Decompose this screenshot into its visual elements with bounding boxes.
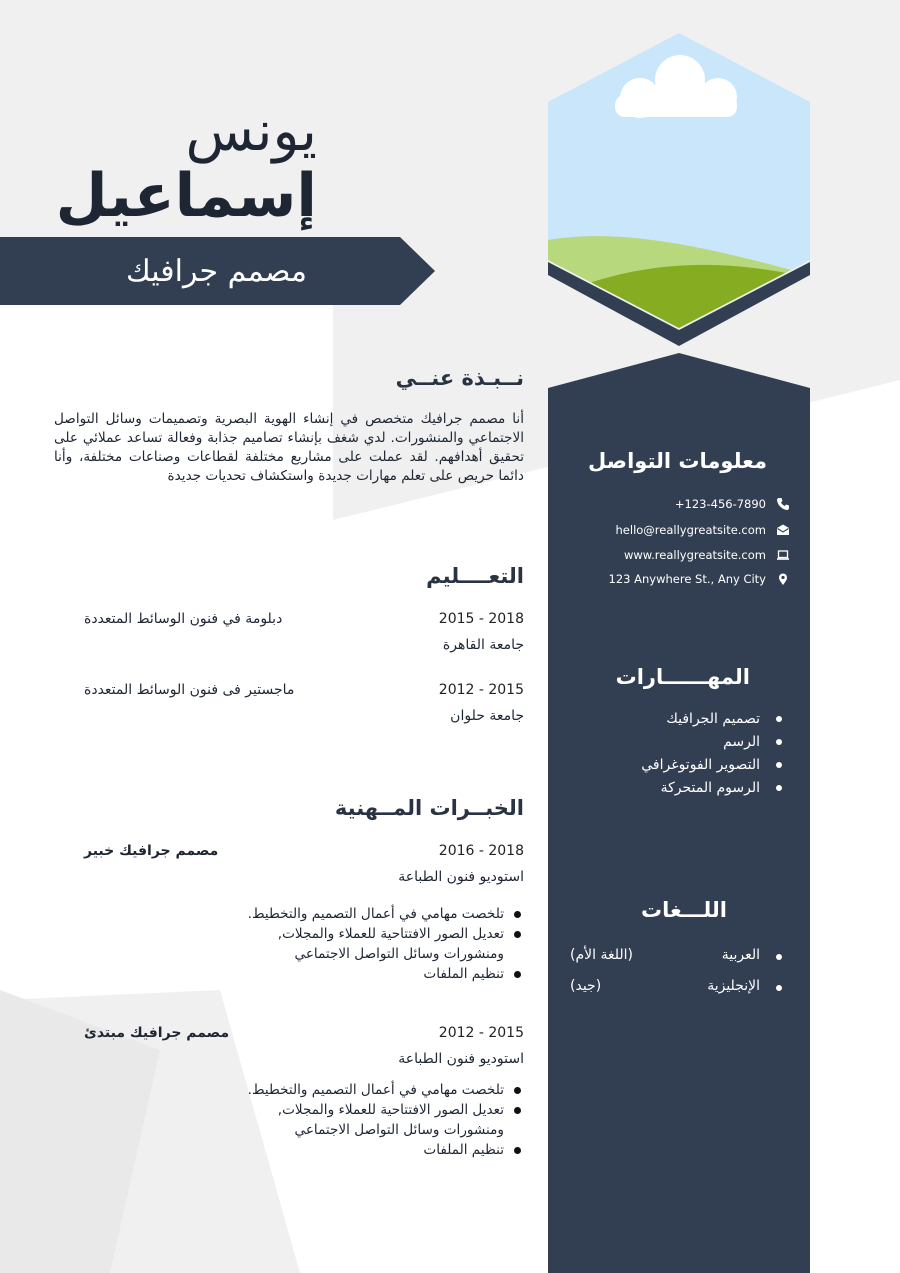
education-heading: التعــــليم — [426, 564, 524, 588]
education-item — [84, 677, 524, 729]
list-item: تلخصت مهامي في أعمال التصميم والتخطيط. — [224, 904, 524, 924]
experience-company: استوديو فنون الطباعة — [398, 869, 524, 885]
website-value: www.reallygreatsite.com — [623, 548, 766, 562]
experience-company: استوديو فنون الطباعة — [398, 1051, 524, 1067]
contact-phone — [530, 492, 790, 516]
language-item — [570, 940, 790, 970]
experience-item — [84, 1020, 524, 1072]
mail-icon — [776, 523, 790, 537]
list-item: تنظيم الملفات — [224, 1140, 524, 1160]
list-item: تعديل الصور الافتتاحية للعملاء والمجلات, ومنشورات وسائل التواصل الاجتماعي — [224, 1100, 524, 1140]
list-item: الرسوم المتحركة — [570, 777, 790, 800]
education-degree: ماجستير فى فنون الوسائط المتعددة — [84, 682, 295, 698]
job-title: مصمم جرافيك — [125, 254, 307, 289]
email-value: hello@reallygreatsite.com — [615, 523, 766, 537]
education-school: جامعة القاهرة — [442, 637, 524, 653]
list-item: تنظيم الملفات — [224, 964, 524, 984]
contact-heading: معلومات التواصل — [588, 449, 767, 473]
first-name: يونس — [185, 99, 317, 164]
list-item: تلخصت مهامي في أعمال التصميم والتخطيط. — [224, 1080, 524, 1100]
education-years: 2015 - 2018 — [438, 611, 524, 627]
about-text: أنا مصمم جرافيك متخصص في إنشاء الهوية البصرية وتصميمات وسائل التواصل الاجتماعي والمنشورات. لدي شغف بإنشاء تصاميم جذابة وفعالة تساعد عملائي على تحقيق أهدافهم. لقد عملت على مشاريع مختلفة لقطاعات وصناعات مختلفة، وأنا دائما حريص على تعلم مهارات جديدة واستكشاف تحديات جديدة — [54, 411, 524, 484]
education-degree: دبلومة في فنون الوسائط المتعددة — [84, 611, 283, 627]
phone-value: +123-456-7890 — [674, 497, 766, 511]
skills-list — [570, 708, 790, 800]
experience-duties — [224, 1080, 524, 1160]
watermark — [728, 1230, 898, 1270]
list-item: الرسم — [570, 731, 790, 754]
language-name: العربية — [722, 947, 790, 963]
experience-item — [84, 838, 524, 890]
experience-role: مصمم جرافيك مبتدئ — [84, 1025, 230, 1041]
language-level: (اللغة الأم) — [570, 947, 633, 963]
contact-website — [530, 543, 790, 567]
experience-heading: الخبــرات المــهنية — [334, 796, 524, 820]
contact-email — [530, 518, 790, 542]
experience-role: مصمم جرافيك خبير — [84, 843, 219, 859]
about-heading: نــبـذة عنــي — [395, 366, 524, 390]
contact-address — [530, 567, 790, 591]
education-years: 2012 - 2015 — [438, 682, 524, 698]
experience-duties — [224, 904, 524, 984]
list-item: التصوير الفوتوغرافي — [570, 754, 790, 777]
education-item — [84, 606, 524, 658]
languages-heading: اللـــغات — [640, 898, 727, 922]
language-item — [570, 971, 790, 1001]
list-item: تعديل الصور الافتتاحية للعملاء والمجلات, ومنشورات وسائل التواصل الاجتماعي — [224, 924, 524, 964]
laptop-icon — [776, 548, 790, 562]
experience-years: 2016 - 2018 — [438, 843, 524, 859]
education-school: جامعة حلوان — [450, 708, 524, 724]
last-name: إسماعيل — [55, 161, 317, 231]
address-value: 123 Anywhere St., Any City — [608, 572, 766, 586]
watermark-text: حراج — [815, 1230, 888, 1265]
language-name: الإنجليزية — [707, 978, 790, 994]
skills-heading: المهــــــارات — [615, 665, 750, 689]
list-item: تصميم الجرافيك — [570, 708, 790, 731]
language-level: (جيد) — [570, 978, 602, 994]
experience-years: 2012 - 2015 — [438, 1025, 524, 1041]
phone-icon — [776, 497, 790, 511]
location-pin-icon — [776, 572, 790, 586]
